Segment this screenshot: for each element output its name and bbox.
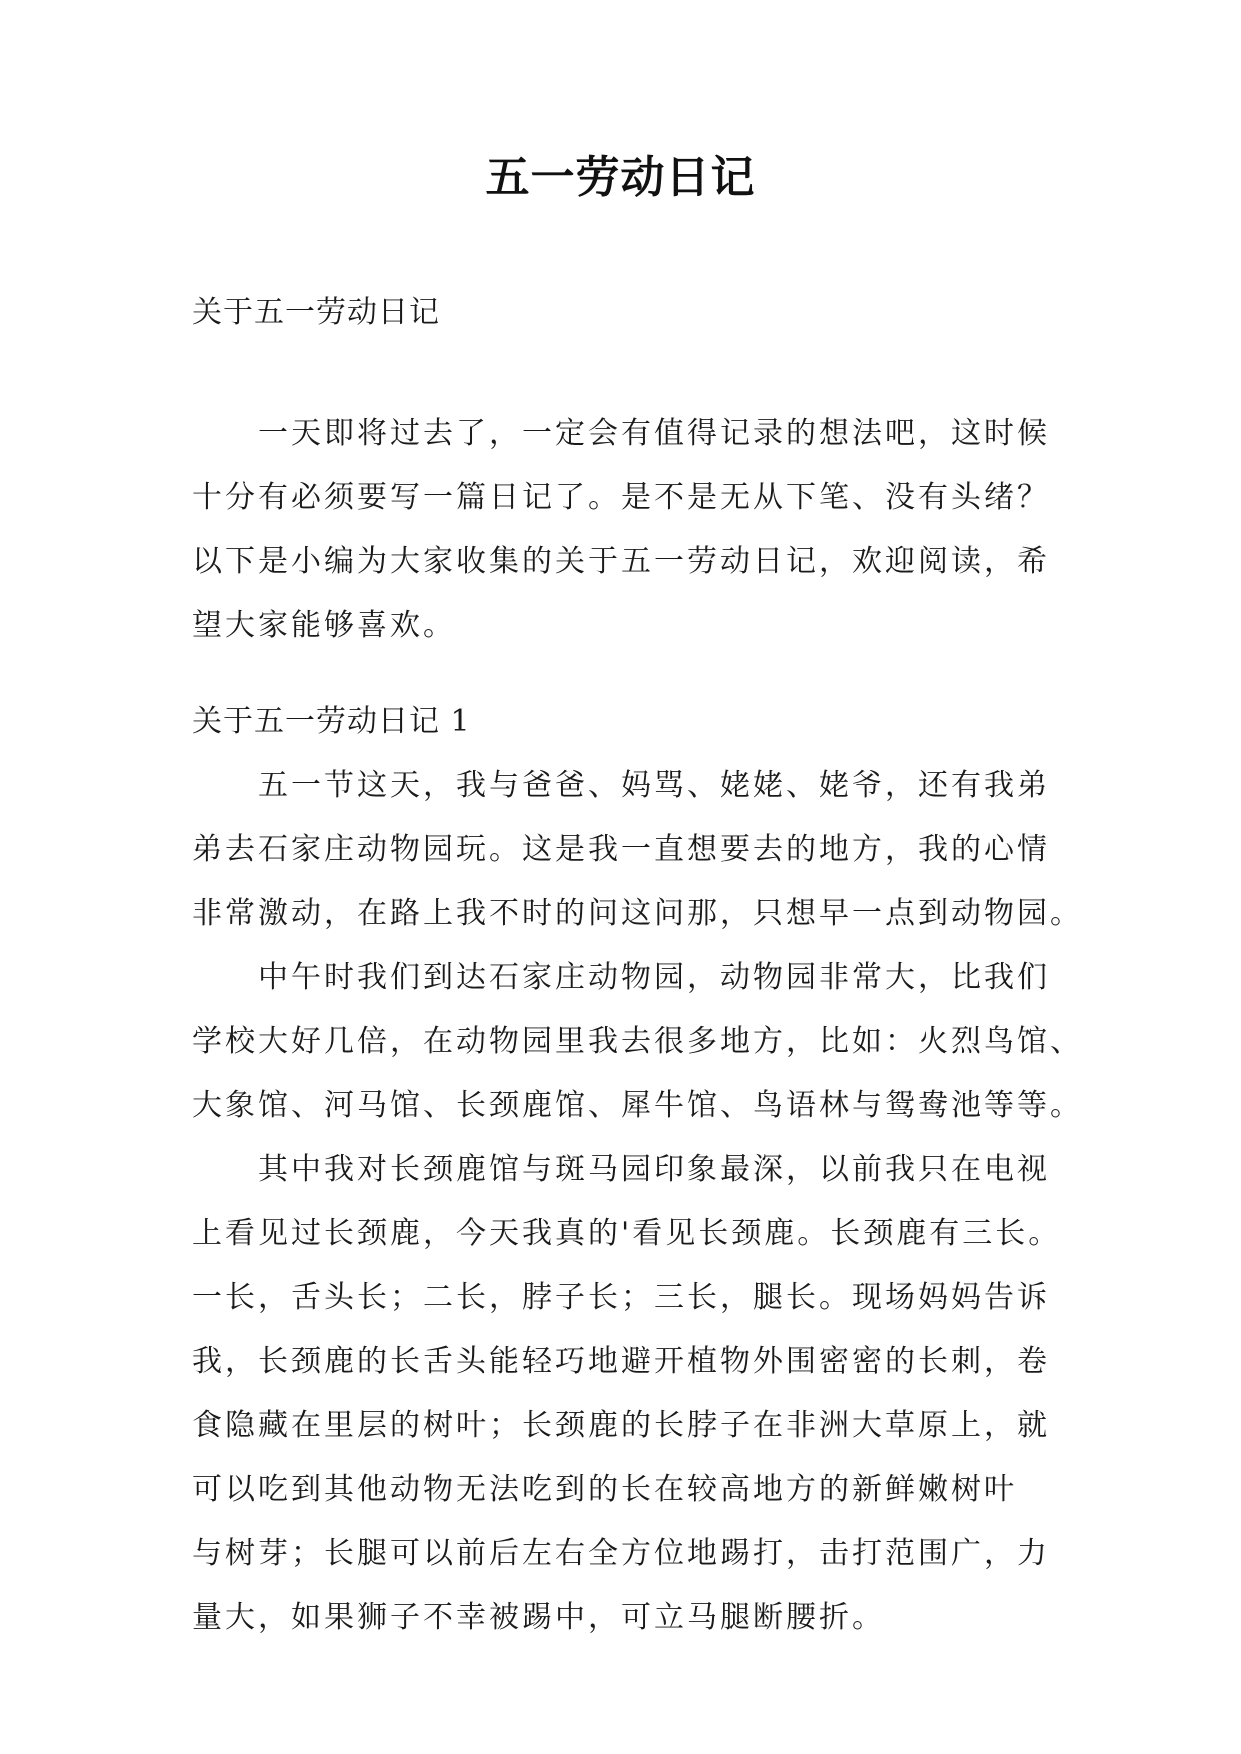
paragraph-line: 量大，如果狮子不幸被踢中，可立马腿断腰折。 <box>192 1600 885 1635</box>
entry-paragraph <box>192 946 1092 1138</box>
intro-line: 以下是小编为大家收集的关于五一劳动日记，欢迎阅读，希 <box>192 544 1050 579</box>
paragraph-line: 食隐藏在里层的树叶；长颈鹿的长脖子在非洲大草原上，就 <box>192 1408 1050 1443</box>
entry-1 <box>192 690 1092 1650</box>
document-title: 五一劳动日记 <box>485 152 756 203</box>
paragraph-line: 弟去石家庄动物园玩。这是我一直想要去的地方，我的心情 <box>192 832 1050 867</box>
paragraph-line: 学校大好几倍，在动物园里我去很多地方，比如：火烈鸟馆、 <box>192 1024 1083 1059</box>
paragraph-line: 与树芽；长腿可以前后左右全方位地踢打，击打范围广，力 <box>192 1536 1050 1571</box>
paragraph-line: 大象馆、河马馆、长颈鹿馆、犀牛馆、鸟语林与鸳鸯池等等。 <box>192 1088 1083 1123</box>
document-subtitle: 关于五一劳动日记 <box>192 295 440 330</box>
intro-paragraph <box>192 402 1092 658</box>
entry-paragraph <box>192 754 1092 946</box>
paragraph-line: 我，长颈鹿的长舌头能轻巧地避开植物外围密密的长刺，卷 <box>192 1344 1050 1379</box>
intro-line: 望大家能够喜欢。 <box>192 608 456 643</box>
intro-line: 一天即将过去了，一定会有值得记录的想法吧，这时候 <box>258 416 1050 451</box>
paragraph-line: 一长，舌头长；二长，脖子长；三长，腿长。现场妈妈告诉 <box>192 1280 1050 1315</box>
paragraph-line: 可以吃到其他动物无法吃到的长在较高地方的新鲜嫩树叶 <box>192 1472 1017 1507</box>
paragraph-line: 非常激动，在路上我不时的问这问那，只想早一点到动物园。 <box>192 896 1083 931</box>
paragraph-line: 上看见过长颈鹿，今天我真的'看见长颈鹿。长颈鹿有三长。 <box>192 1216 1062 1251</box>
entry-paragraph <box>192 1138 1092 1650</box>
paragraph-line: 中午时我们到达石家庄动物园，动物园非常大，比我们 <box>258 960 1050 995</box>
intro-line: 十分有必须要写一篇日记了。是不是无从下笔、没有头绪？ <box>192 480 1050 515</box>
entry-heading: 关于五一劳动日记 1 <box>192 704 471 739</box>
paragraph-line: 五一节这天，我与爸爸、妈骂、姥姥、姥爷，还有我弟 <box>258 768 1050 803</box>
paragraph-line: 其中我对长颈鹿馆与斑马园印象最深，以前我只在电视 <box>258 1152 1050 1187</box>
